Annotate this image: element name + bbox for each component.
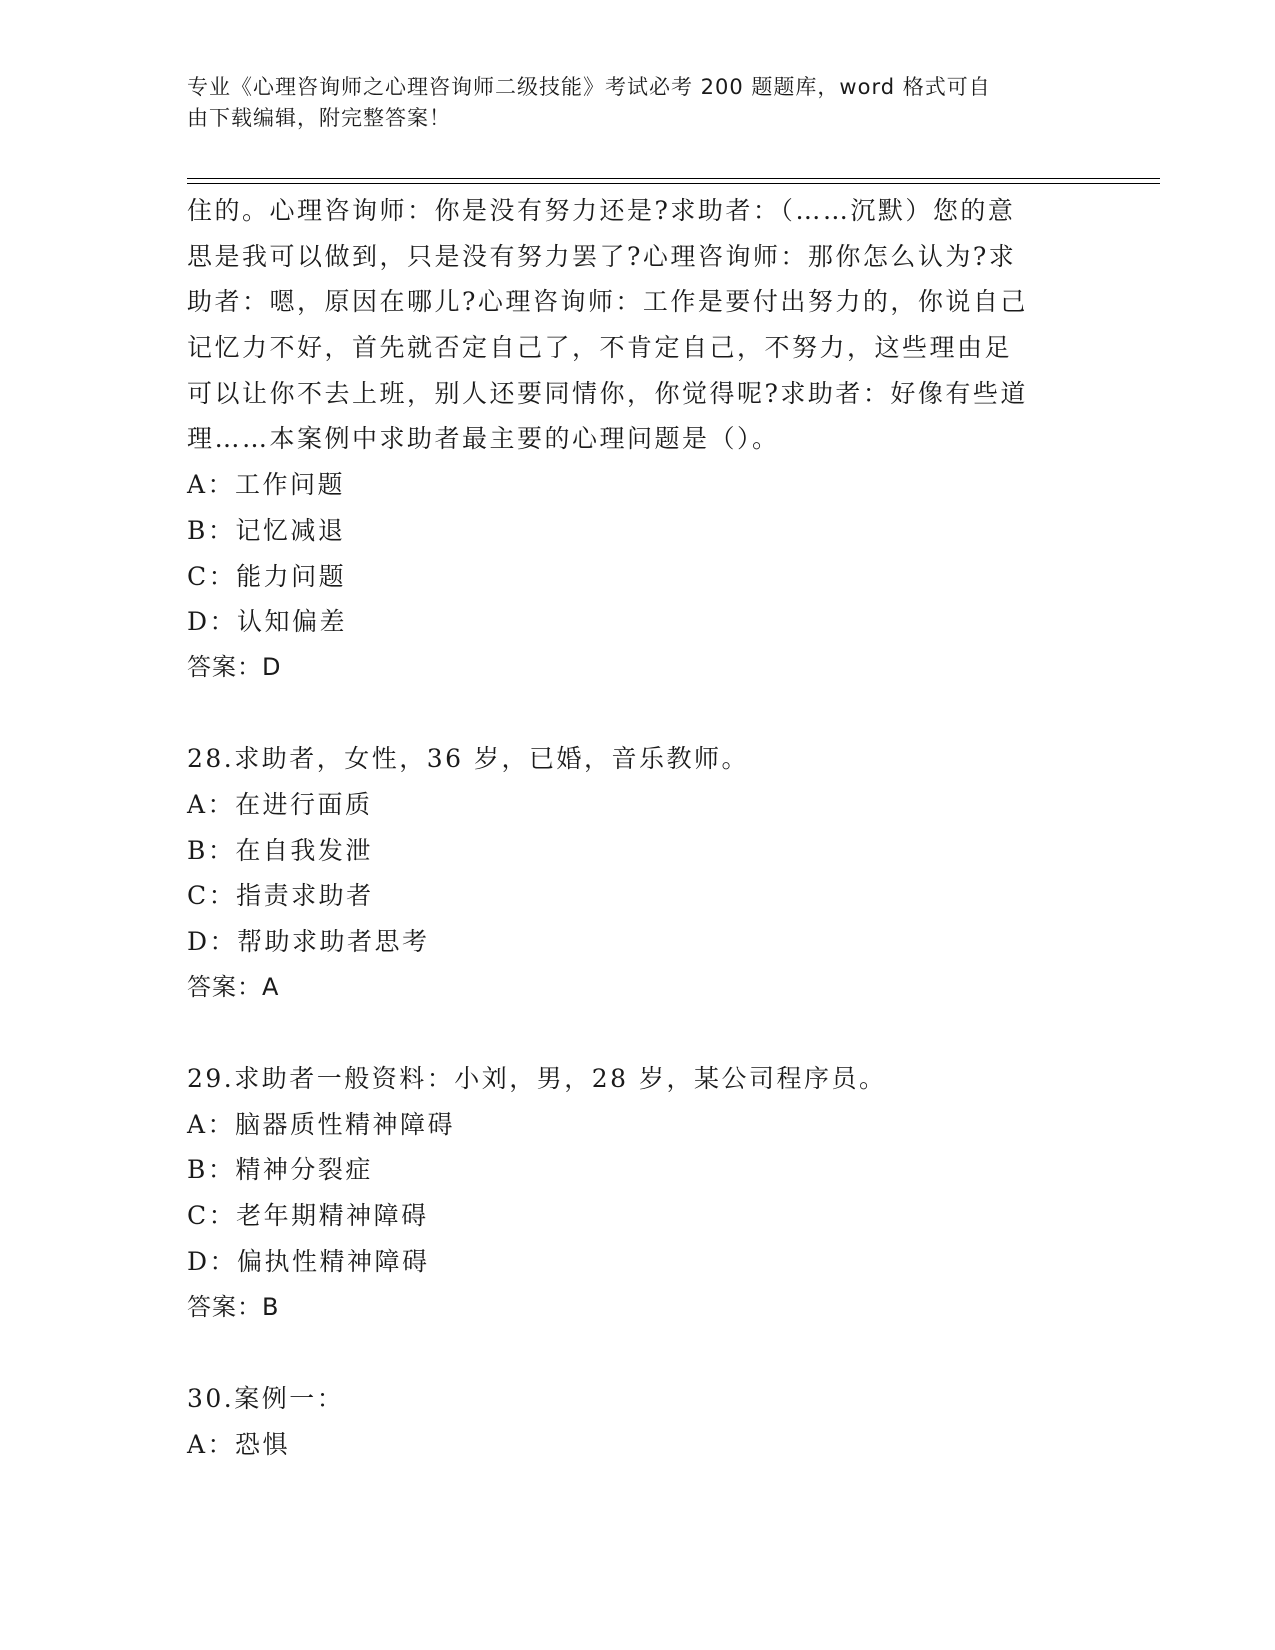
option-a: A：脑器质性精神障碍 (187, 1109, 456, 1139)
option-d: D：偏执性精神障碍 (187, 1246, 430, 1276)
spacer (187, 691, 1087, 737)
option-a: A：恐惧 (187, 1429, 291, 1459)
question-text-line: 助者：嗯，原因在哪儿?心理咨询师：工作是要付出努力的，你说自己 (187, 287, 1028, 317)
question-30 (187, 1376, 1087, 1467)
option-b: B：精神分裂症 (187, 1155, 373, 1185)
question-text-line: 记忆力不好，首先就否定自己了，不肯定自己，不努力，这些理由足 (187, 333, 1013, 363)
answer-line: 答案：D (187, 652, 282, 681)
question-text-line: 可以让你不去上班，别人还要同情你，你觉得呢?求助者：好像有些道 (187, 378, 1028, 408)
question-stem: 29.求助者一般资料：小刘，男，28 岁，某公司程序员。 (187, 1064, 887, 1094)
header-line-2: 由下载编辑，附完整答案！ (187, 106, 451, 130)
option-b: B：在自我发泄 (187, 835, 373, 865)
option-d: D：认知偏差 (187, 607, 348, 637)
header-divider-bottom (187, 183, 1160, 184)
option-c: C：能力问题 (187, 561, 347, 591)
question-text-line: 理……本案例中求助者最主要的心理问题是（）。 (187, 424, 780, 454)
spacer (187, 1330, 1087, 1376)
answer-line: 答案：A (187, 972, 280, 1001)
question-text-line: 住的。心理咨询师：你是没有努力还是?求助者：（……沉默）您的意 (187, 196, 1016, 225)
question-stem: 30.案例一： (187, 1383, 345, 1413)
option-c: C：老年期精神障碍 (187, 1201, 429, 1231)
question-stem: 28.求助者，女性，36 岁，已婚，音乐教师。 (187, 744, 750, 774)
option-c: C：指责求助者 (187, 881, 374, 911)
exam-content (187, 188, 1087, 1467)
header-line-1: 专业《心理咨询师之心理咨询师二级技能》考试必考 200 题题库，word 格式可自 (187, 75, 991, 99)
option-a: A：工作问题 (187, 470, 346, 500)
header-divider-top (187, 178, 1160, 179)
question-28 (187, 736, 1087, 1010)
option-b: B：记忆减退 (187, 515, 346, 545)
option-a: A：在进行面质 (187, 789, 373, 819)
option-d: D：帮助求助者思考 (187, 927, 430, 956)
spacer (187, 1010, 1087, 1056)
question-29 (187, 1056, 1087, 1330)
answer-line: 答案：B (187, 1292, 280, 1321)
question-27-continuation (187, 188, 1087, 691)
question-text-line: 思是我可以做到，只是没有努力罢了?心理咨询师：那你怎么认为?求 (187, 241, 1017, 271)
document-header (187, 72, 1067, 134)
